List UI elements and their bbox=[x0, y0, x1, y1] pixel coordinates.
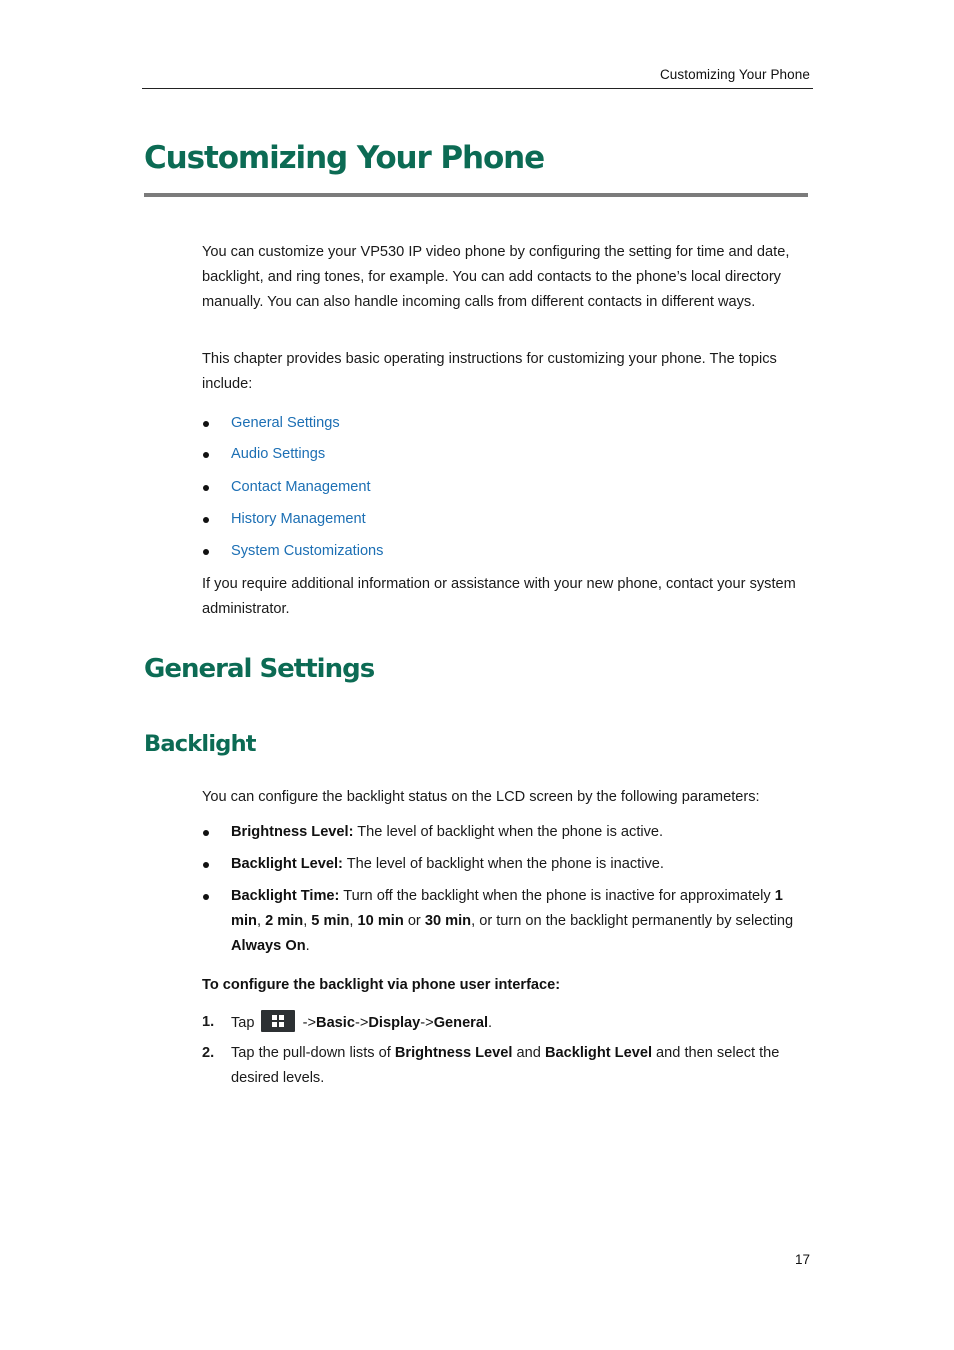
option-value: 10 min bbox=[357, 913, 404, 929]
step-text: . bbox=[488, 1015, 493, 1031]
field-brightness-level: Brightness Level bbox=[394, 1045, 513, 1061]
option-value: 5 min bbox=[311, 913, 350, 929]
bullet-icon bbox=[203, 830, 209, 836]
bullet-icon bbox=[203, 452, 209, 458]
procedure-title: To configure the backlight via phone user interface: bbox=[202, 977, 561, 993]
field-backlight-level: Backlight Level bbox=[544, 1045, 652, 1061]
bullet-icon bbox=[203, 517, 209, 523]
section-title-general-settings: General Settings bbox=[144, 654, 375, 684]
page-number: 17 bbox=[794, 1252, 810, 1267]
list-item bbox=[202, 507, 383, 532]
param-desc: The level of backlight when the phone is active. bbox=[353, 824, 664, 840]
step-text: -> bbox=[420, 1015, 434, 1031]
bullet-icon bbox=[203, 549, 209, 555]
list-item bbox=[202, 852, 811, 877]
topic-link-contact-management[interactable]: Contact Management bbox=[231, 479, 371, 495]
list-item bbox=[202, 411, 383, 436]
running-header: Customizing Your Phone bbox=[659, 67, 810, 82]
param-term: Backlight Time: bbox=[231, 888, 340, 904]
backlight-intro: You can configure the backlight status on the LCD screen by the following parameters: bbox=[202, 789, 760, 805]
step-text: and bbox=[512, 1045, 545, 1061]
separator: , bbox=[303, 913, 312, 929]
subsection-title-backlight: Backlight bbox=[144, 731, 256, 757]
intro-paragraph-2: This chapter provides basic operating instructions for customizing your phone. The topics include: bbox=[202, 351, 777, 392]
intro-paragraph: You can customize your VP530 IP video phone by configuring the setting for time and date, backlight, and ring tones, for example. You can add contacts to the phone’s local directory manually. You can also handle incoming calls from different contacts in different ways. bbox=[202, 244, 790, 310]
step-text: Tap the pull-down lists of bbox=[231, 1045, 395, 1061]
separator: , bbox=[349, 913, 358, 929]
menu-path-general: General bbox=[433, 1015, 489, 1031]
list-item bbox=[202, 539, 383, 564]
chapter-rule bbox=[144, 193, 808, 197]
list-item bbox=[202, 1041, 802, 1091]
step-text: -> bbox=[298, 1015, 317, 1031]
topic-link-history-management[interactable]: History Management bbox=[231, 511, 366, 527]
menu-path-basic: Basic bbox=[316, 1015, 355, 1031]
bullet-icon bbox=[203, 421, 209, 427]
list-item bbox=[202, 884, 811, 959]
list-item bbox=[202, 1010, 802, 1036]
list-item bbox=[202, 442, 383, 467]
option-value: 1 min bbox=[231, 888, 783, 929]
menu-grid-icon[interactable] bbox=[261, 1010, 295, 1032]
step-number: 1. bbox=[202, 1014, 215, 1030]
list-item bbox=[202, 475, 383, 500]
param-term: Backlight Level: bbox=[231, 856, 343, 872]
contact-note: If you require additional information or assistance with your new phone, contact your system administrator. bbox=[202, 576, 796, 617]
param-desc: Turn off the backlight when the phone is inactive for approximately bbox=[339, 888, 775, 904]
header-rule bbox=[142, 88, 813, 89]
option-value: 30 min bbox=[424, 913, 472, 929]
topic-link-audio-settings[interactable]: Audio Settings bbox=[231, 446, 326, 462]
bullet-icon bbox=[203, 862, 209, 868]
backlight-params-list bbox=[202, 820, 811, 959]
chapter-title: Customizing Your Phone bbox=[144, 140, 545, 176]
menu-path-display: Display bbox=[368, 1015, 421, 1031]
separator: or bbox=[403, 913, 425, 929]
step-text: -> bbox=[354, 1015, 369, 1031]
option-value: 2 min bbox=[265, 913, 304, 929]
step-text: Tap bbox=[231, 1015, 259, 1031]
bullet-icon bbox=[203, 894, 209, 900]
separator: , bbox=[256, 913, 266, 929]
step-number: 2. bbox=[202, 1045, 215, 1061]
separator: . bbox=[305, 938, 310, 954]
procedure-steps bbox=[202, 1010, 802, 1091]
param-desc: The level of backlight when the phone is inactive. bbox=[342, 856, 664, 872]
step-text: and then select the desired levels. bbox=[231, 1045, 780, 1086]
topic-link-system-customizations[interactable]: System Customizations bbox=[231, 543, 384, 559]
list-item bbox=[202, 820, 811, 845]
param-desc: , or turn on the backlight permanently by selecting bbox=[471, 913, 794, 929]
topic-link-general-settings[interactable]: General Settings bbox=[231, 415, 340, 431]
param-term: Brightness Level: bbox=[231, 824, 354, 840]
topics-list bbox=[202, 411, 383, 564]
option-value: Always On bbox=[231, 938, 306, 954]
bullet-icon bbox=[203, 485, 209, 491]
